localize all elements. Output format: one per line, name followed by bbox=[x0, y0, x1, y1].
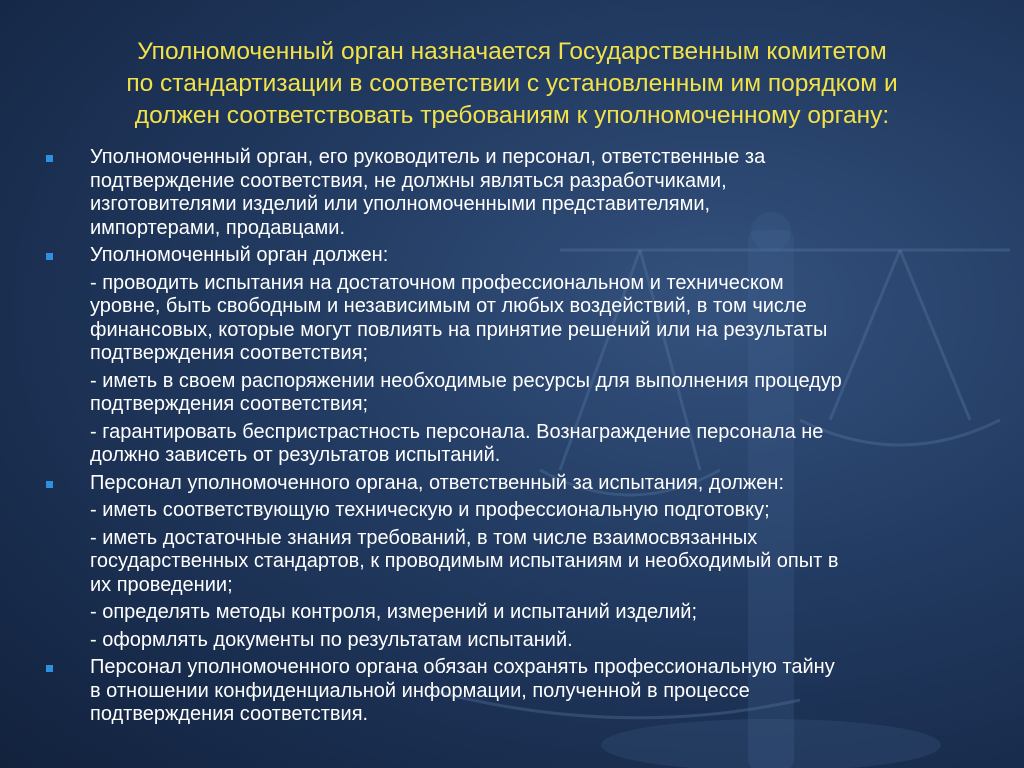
text-line: Уполномоченный орган, его руководитель и персонал, ответственные за bbox=[90, 146, 766, 168]
square-bullet-icon bbox=[46, 253, 53, 260]
text-line: Персонал уполномоченного органа, ответственный за испытания, должен: bbox=[90, 471, 785, 494]
bullet-list bbox=[40, 146, 1010, 731]
text-line: импортерами, продавцами. bbox=[90, 216, 346, 239]
text-line: - гарантировать беспристрастность персонала. Вознаграждение персонала не bbox=[90, 420, 824, 443]
text-line: в отношении конфиденциальной информации, полученной в процессе bbox=[90, 679, 750, 702]
text-line: уровне, быть свободным и независимым от любых воздействий, в том числе bbox=[90, 295, 807, 317]
sub-item bbox=[40, 499, 1010, 523]
text-line: финансовых, которые могут повлиять на принятие решений или на результаты bbox=[90, 318, 828, 341]
list-item bbox=[40, 472, 1010, 496]
title-line: по стандартизации в соответствии с установленным им порядком и bbox=[126, 70, 898, 97]
text-line: подтверждения соответствия; bbox=[90, 393, 369, 415]
sub-item bbox=[40, 370, 1010, 417]
list-item bbox=[40, 146, 1010, 240]
text-line: Персонал уполномоченного органа обязан сохранять профессиональную тайну bbox=[90, 656, 835, 678]
text-line: их проведении; bbox=[90, 573, 233, 596]
slide-title bbox=[40, 36, 984, 132]
square-bullet-icon bbox=[46, 155, 53, 162]
sub-item bbox=[40, 272, 1010, 366]
text-line: - определять методы контроля, измерений и испытаний изделий; bbox=[90, 601, 698, 623]
text-line: государственных стандартов, к проводимым испытаниям и необходимый опыт в bbox=[90, 550, 839, 572]
square-bullet-icon bbox=[46, 481, 53, 488]
sub-item bbox=[40, 527, 1010, 598]
text-line: - иметь соответствующую техническую и профессиональную подготовку; bbox=[90, 499, 770, 521]
text-line: - иметь достаточные знания требований, в том числе взаимосвязанных bbox=[90, 526, 758, 549]
title-line: Уполномоченный орган назначается Государственным комитетом bbox=[137, 38, 887, 65]
text-line: должно зависеть от результатов испытаний. bbox=[90, 444, 501, 466]
text-line: изготовителями изделий или уполномоченными представителями, bbox=[90, 193, 711, 215]
text-line: подтверждение соответствия, не должны являться разработчиками, bbox=[90, 169, 727, 192]
title-line: должен соответствовать требованиям к уполномоченному органу: bbox=[134, 102, 890, 129]
sub-item bbox=[40, 601, 1010, 625]
sub-item bbox=[40, 421, 1010, 468]
text-line: - иметь в своем распоряжении необходимые ресурсы для выполнения процедур bbox=[90, 369, 842, 392]
square-bullet-icon bbox=[46, 665, 53, 672]
list-item bbox=[40, 656, 1010, 727]
text-line: подтверждения соответствия; bbox=[90, 342, 369, 364]
list-item bbox=[40, 244, 1010, 268]
text-line: - проводить испытания на достаточном профессиональном и техническом bbox=[90, 271, 784, 294]
text-line: Уполномоченный орган должен: bbox=[90, 244, 389, 266]
text-line: - оформлять документы по результатам испытаний. bbox=[90, 628, 573, 651]
sub-item bbox=[40, 629, 1010, 653]
text-line: подтверждения соответствия. bbox=[90, 703, 369, 725]
